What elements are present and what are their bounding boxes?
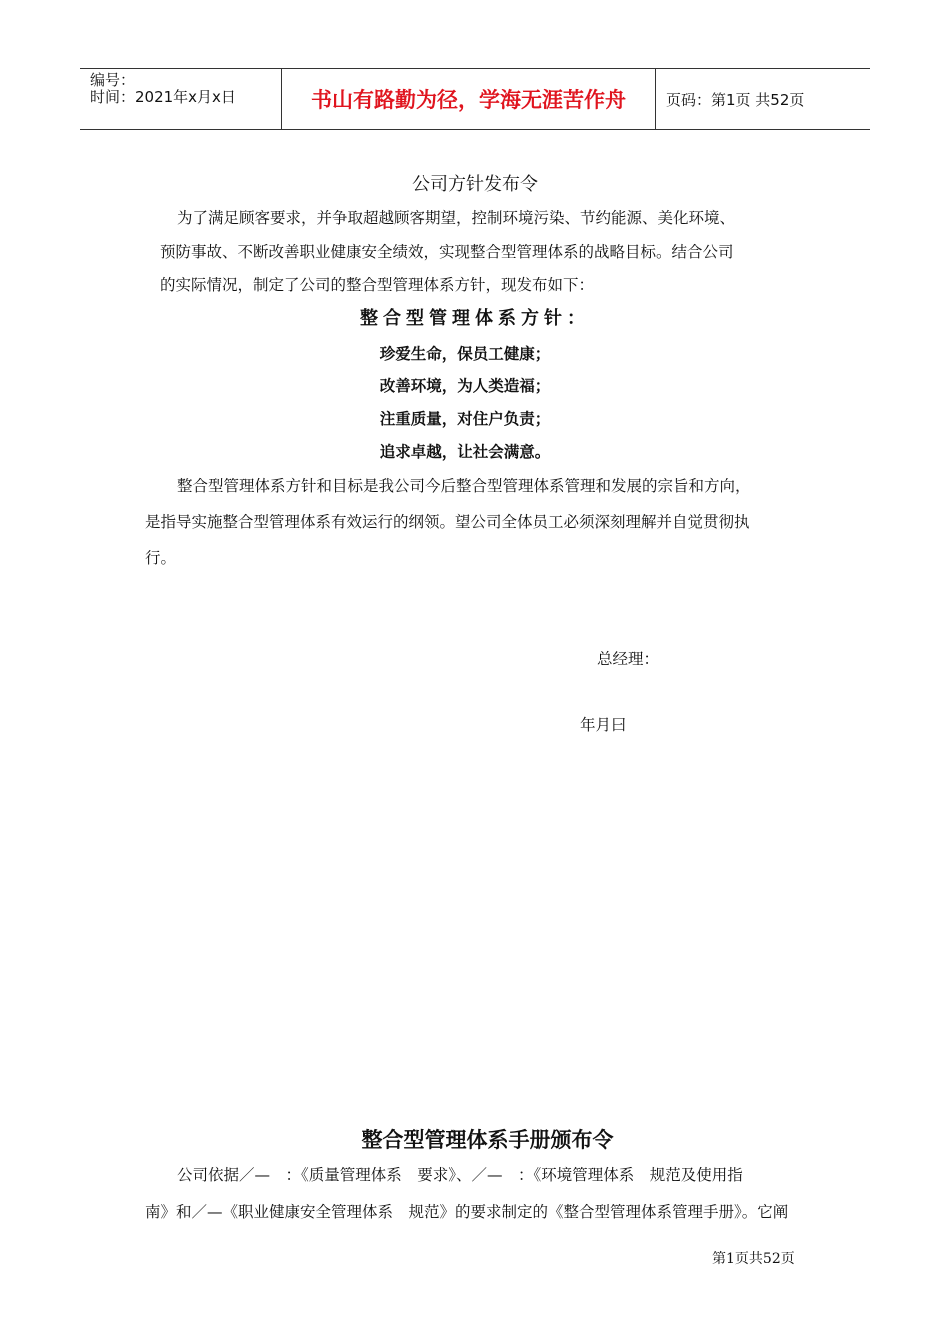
intro-line-2: 预防事故、不断改善职业健康安全绩效，实现整合型管理体系的战略目标。结合公司 <box>160 243 734 261</box>
signature-label: 总经理： <box>597 650 660 668</box>
header-motto: 书山有路勤为径，学海无涯苦作舟 <box>282 69 656 129</box>
policy-item-4: 追求卓越，让社会满意。 <box>379 442 551 461</box>
doc-time-label: 时间：2021年x月x日 <box>90 88 236 106</box>
policy-item-2: 改善环境，为人类造福； <box>379 376 551 395</box>
header-left-cell <box>80 69 282 129</box>
policy-item-3: 注重质量，对住户负责； <box>379 409 551 428</box>
closing-line-2: 是指导实施整合型管理体系有效运行的纲领。望公司全体员工必须深刻理解并自觉贯彻执 <box>145 513 750 531</box>
intro-line-1: 为了满足顾客要求，并争取超越顾客期望，控制环境污染、节约能源、美化环境、 <box>177 209 736 227</box>
intro-line-3: 的实际情况，制定了公司的整合型管理体系方针，现发布如下： <box>160 276 595 294</box>
policy-title: 整合型管理体系方针： <box>360 308 590 329</box>
section2-line-2: 南》和／—《职业健康安全管理体系 规范》的要求制定的《整合型管理体系管理手册》。它阐 <box>145 1203 789 1221</box>
closing-line-1: 整合型管理体系方针和目标是我公司今后整合型管理体系管理和发展的宗旨和方向， <box>177 477 751 495</box>
section1-title: 公司方针发布令 <box>412 174 538 195</box>
page-footer: 第1页共52页 <box>712 1251 795 1267</box>
section2-title: 整合型管理体系手册颁布令 <box>361 1127 614 1152</box>
closing-line-3: 行。 <box>145 549 177 567</box>
policy-item-1: 珍爱生命，保员工健康； <box>379 344 551 363</box>
section2-line-1: 公司依据／— ：《质量管理体系 要求》、／— ：《环境管理体系 规范及使用指 <box>177 1166 743 1184</box>
date-label: 年月曰 <box>580 716 627 734</box>
doc-number-label: 编号： <box>90 71 136 89</box>
header-page-info: 页码：第1页 共52页 <box>666 90 805 109</box>
page-header <box>80 68 870 130</box>
